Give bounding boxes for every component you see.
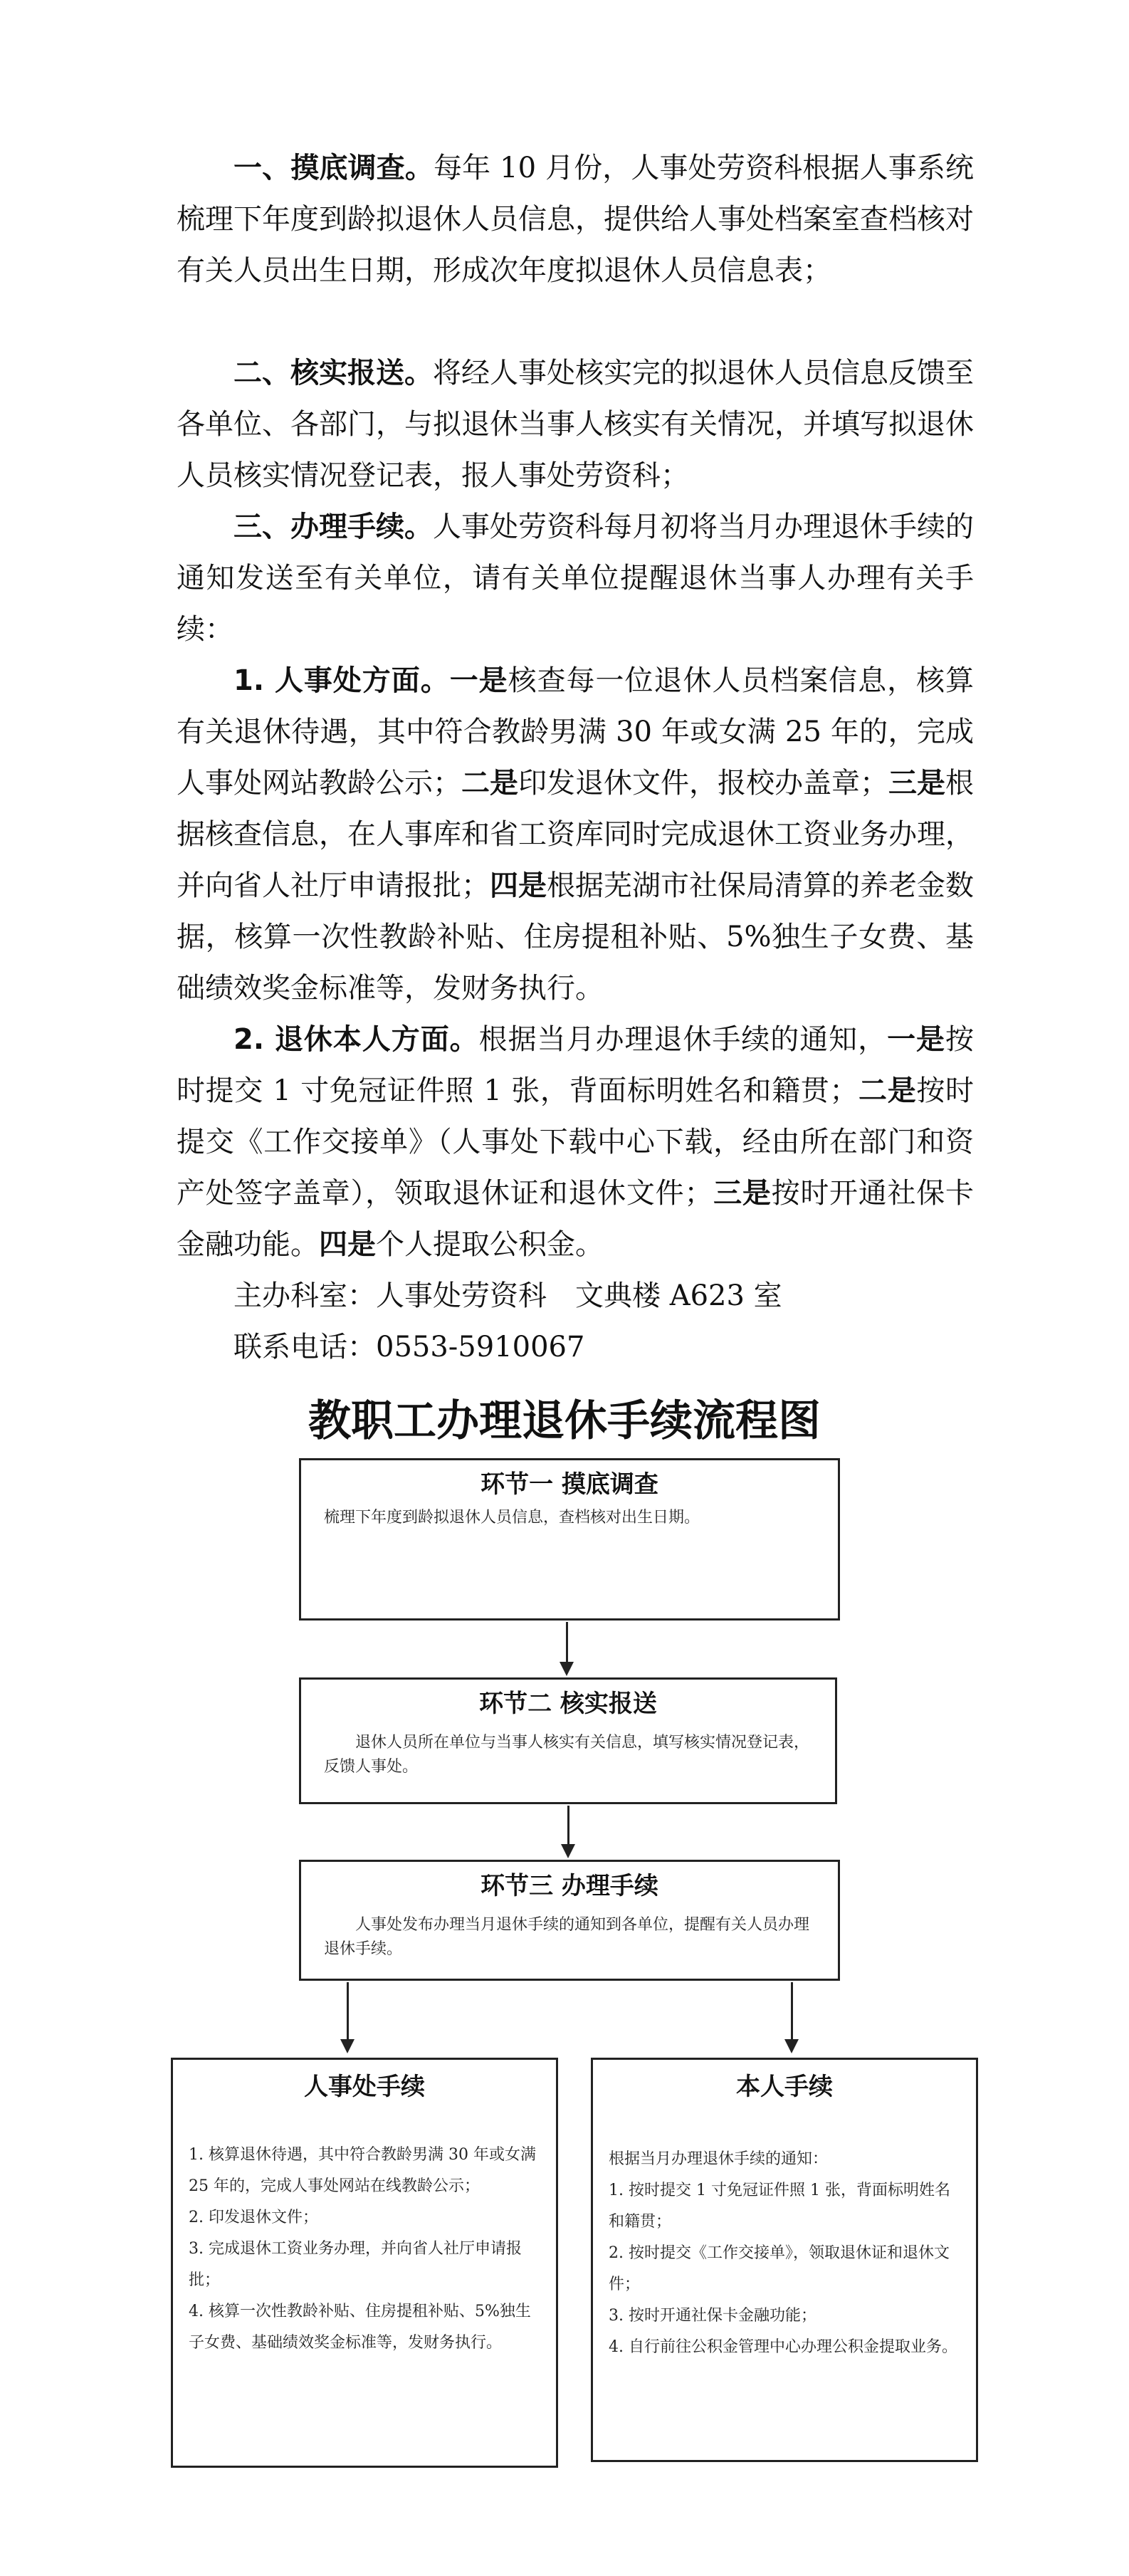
personal-procedures-box	[591, 2058, 978, 2462]
list-item: 1. 按时提交 1 寸免冠证件照 1 张，背面标明姓名和籍贯；	[609, 2182, 950, 2231]
text-procedures: 人事处劳资科每月初将当月办理退休手续的通知发送至有关单位，请有关单位提醒退休当事人办理有关手续：	[177, 511, 974, 646]
heading-procedures: 三、办理手续。	[233, 511, 433, 543]
text-retiree-4: 个人提取公积金。	[376, 1228, 604, 1261]
text-verify: 将经人事处核实完的拟退休人员信息反馈至各单位、各部门，与拟退休当事人核实有关情况，并填写拟退休人员核实情况登记表，报人事处劳资科；	[177, 357, 974, 492]
list-item: 2. 印发退休文件；	[189, 2209, 318, 2226]
phone-line: 联系电话：0553-5910067	[233, 1331, 585, 1363]
keyword-first: 一是	[887, 1023, 946, 1056]
text-hr-1: 核查每一位退休人员档案信息，核算有关退休待遇，其中符合教龄男满 30 年或女满 25 年的，完成人事处网站教龄公示；	[177, 664, 975, 800]
text-hr-2: 印发退休文件，报校办盖章；	[518, 767, 888, 800]
text-retiree-3: 按时开通社保卡金融功能。	[177, 1177, 975, 1261]
heading-hr-side: 1. 人事处方面。	[233, 664, 450, 697]
list-item: 3. 按时开通社保卡金融功能；	[609, 2307, 816, 2325]
list-item: 1. 核算退休待遇，其中符合教龄男满 30 年或女满 25 年的，完成人事处网站在线教龄公示；	[189, 2146, 536, 2195]
paragraph-survey	[177, 142, 974, 296]
step1-text: 梳理下年度到龄拟退休人员信息，查档核对出生日期。	[324, 1509, 700, 1527]
paragraph-procedures	[177, 501, 974, 655]
heading-retiree-side: 2. 退休本人方面。	[233, 1023, 479, 1056]
step2-box	[299, 1677, 837, 1804]
text-hr-4: 根据芜湖市社保局清算的养老金数据，核算一次性教龄补贴、住房提租补贴、5%独生子女费、基础绩效奖金标准等，发财务执行。	[177, 869, 974, 1005]
paragraph-hr-side	[177, 655, 974, 1014]
hr-procedures-title: 人事处手续	[304, 2073, 425, 2101]
heading-survey: 一、摸底调查。	[233, 152, 434, 184]
step3-box	[299, 1860, 840, 1981]
personal-procedures-list	[609, 2175, 960, 2363]
list-item: 4. 自行前往公积金管理中心办理公积金提取业务。	[609, 2338, 957, 2356]
keyword-third: 三是	[888, 767, 945, 800]
text-retiree-0: 根据当月办理退休手续的通知，	[478, 1023, 888, 1056]
keyword-second: 二是	[461, 767, 518, 800]
hr-procedures-box	[171, 2058, 558, 2468]
text-retiree-1: 按时提交 1 寸免冠证件照 1 张，背面标明姓名和籍贯；	[177, 1023, 975, 1107]
office-line: 主办科室：人事处劳资科 文典楼 A623 室	[233, 1279, 782, 1312]
step1-title: 环节一 摸底调查	[481, 1470, 658, 1499]
flowchart-title: 教职工办理退休手续流程图	[308, 1396, 821, 1446]
text-survey: 每年 10 月份，人事处劳资科根据人事系统梳理下年度到龄拟退休人员信息，提供给人事处档案室查档核对有关人员出生日期，形成次年度拟退休人员信息表；	[177, 152, 975, 287]
hr-procedures-list	[189, 2140, 540, 2359]
list-item: 2. 按时提交《工作交接单》，领取退休证和退休文件；	[609, 2244, 950, 2293]
text-retiree-2: 按时提交《工作交接单》（人事处下载中心下载，经由所在部门和资产处签字盖章），领取退休证和退休文件；	[177, 1074, 975, 1210]
keyword-fourth: 四是	[319, 1228, 376, 1261]
step3-title: 环节三 办理手续	[481, 1872, 658, 1900]
keyword-first: 一是	[449, 664, 508, 697]
keyword-third: 三是	[713, 1177, 772, 1210]
heading-verify: 二、核实报送。	[233, 357, 433, 389]
step2-title: 环节二 核实报送	[479, 1690, 657, 1718]
step3-text: 人事处发布办理当月退休手续的通知到各单位，提醒有关人员办理退休手续。	[324, 1916, 810, 1958]
list-item: 3. 完成退休工资业务办理，并向省人社厅申请报批；	[189, 2240, 522, 2289]
personal-procedures-title: 本人手续	[736, 2073, 833, 2101]
text-hr-3: 根据核查信息，在人事库和省工资库同时完成退休工资业务办理，并向省人社厅申请报批；	[177, 767, 974, 902]
step2-text: 退休人员所在单位与当事人核实有关信息，填写核实情况登记表，反馈人事处。	[324, 1734, 810, 1776]
paragraph-retiree-side	[177, 1014, 974, 1270]
step1-box	[299, 1458, 840, 1621]
paragraph-verify	[177, 347, 974, 501]
personal-procedures-intro: 根据当月办理退休手续的通知：	[609, 2150, 829, 2168]
keyword-second: 二是	[858, 1074, 917, 1107]
keyword-fourth: 四是	[490, 869, 547, 902]
list-item: 4. 核算一次性教龄补贴、住房提租补贴、5%独生子女费、基础绩效奖金标准等，发财务执行。	[189, 2303, 531, 2352]
